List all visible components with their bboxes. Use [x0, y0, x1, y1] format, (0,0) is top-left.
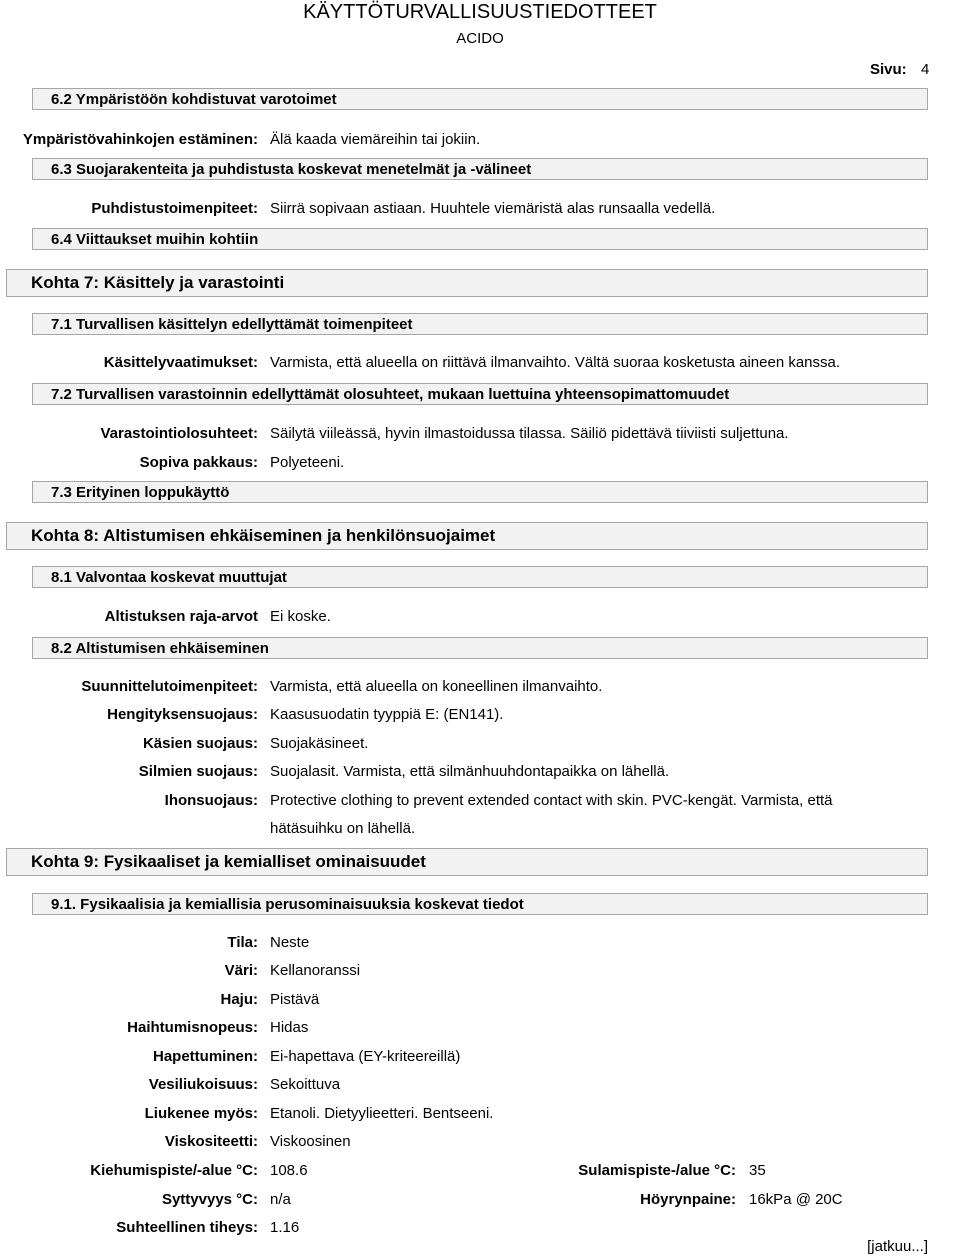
section-8-heading: Kohta 8: Altistumisen ehkäiseminen ja henkilönsuojaimet — [31, 526, 496, 545]
subsection-6-3-bar — [32, 158, 928, 180]
field-label: Tila: — [227, 934, 258, 951]
subsection-6-2-heading: 6.2 Ympäristöön kohdistuvat varotoimet — [51, 91, 337, 108]
product-name: ACIDO — [456, 30, 504, 47]
subsection-9-1-heading: 9.1. Fysikaalisia ja kemiallisia perusominaisuuksia koskevat tiedot — [51, 896, 524, 913]
subsection-7-3-bar — [32, 481, 928, 503]
field-label: Käsittelyvaatimukset: — [103, 354, 258, 371]
field-value: Neste — [270, 934, 310, 951]
field-value: Suojalasit. Varmista, että silmänhuuhdontapaikka on lähellä. — [270, 763, 670, 780]
subsection-7-2-bar — [32, 383, 928, 405]
subsection-8-1-bar — [32, 566, 928, 588]
section-9-bar — [6, 848, 928, 876]
field-value: Polyeteeni. — [270, 454, 345, 471]
field-label: Liukenee myös: — [144, 1105, 258, 1122]
field-label: Puhdistustoimenpiteet: — [91, 200, 258, 217]
field-value: Etanoli. Dietyylieetteri. Bentseeni. — [270, 1105, 494, 1122]
document-title: KÄYTTÖTURVALLISUUSTIEDOTTEET — [303, 1, 657, 23]
field-label: Suunnittelutoimenpiteet: — [81, 678, 258, 695]
field-label: Silmien suojaus: — [138, 763, 258, 780]
subsection-7-1-bar — [32, 313, 928, 335]
field-value: Kellanoranssi — [270, 962, 361, 979]
field-label: Haihtumisnopeus: — [127, 1019, 258, 1036]
field-label: Sulamispiste-/alue °C: — [578, 1162, 736, 1179]
field-value: Viskoosinen — [270, 1133, 351, 1150]
section-8-bar — [6, 522, 928, 550]
subsection-6-4-heading: 6.4 Viittaukset muihin kohtiin — [51, 231, 259, 248]
field-value: Säilytä viileässä, hyvin ilmastoidussa tilassa. Säiliö pidettävä tiiviisti suljettuna. — [270, 425, 789, 442]
field-label: Syttyvyys °C: — [161, 1191, 258, 1208]
field-value: Hidas — [270, 1019, 309, 1036]
section-9-heading: Kohta 9: Fysikaaliset ja kemialliset ominaisuudet — [31, 852, 426, 871]
subsection-6-4-bar — [32, 228, 928, 250]
page-label: Sivu: — [870, 61, 907, 78]
field-label: Väri: — [224, 962, 258, 979]
subsection-8-1-heading: 8.1 Valvontaa koskevat muuttujat — [51, 569, 287, 586]
field-value: 16kPa @ 20C — [749, 1191, 843, 1208]
field-label: Ihonsuojaus: — [164, 792, 258, 809]
subsection-8-2-bar — [32, 637, 928, 659]
field-label: Haju: — [220, 991, 258, 1008]
continued-note: [jatkuu...] — [867, 1238, 928, 1255]
subsection-7-3-heading: 7.3 Erityinen loppukäyttö — [51, 484, 230, 501]
field-label: Sopiva pakkaus: — [139, 454, 258, 471]
subsection-9-1-bar — [32, 893, 928, 915]
section-7-heading: Kohta 7: Käsittely ja varastointi — [31, 273, 285, 292]
field-label: Höyrynpaine: — [640, 1191, 736, 1208]
field-value: Ei-hapettava (EY-kriteereillä) — [270, 1048, 461, 1065]
page-number: 4 — [921, 61, 930, 78]
field-value: Suojakäsineet. — [270, 735, 369, 752]
section-7-bar — [6, 269, 928, 297]
field-value: Kaasusuodatin tyyppiä E: (EN141). — [270, 706, 504, 723]
field-label: Vesiliukoisuus: — [148, 1076, 258, 1093]
subsection-6-2-bar — [32, 88, 928, 110]
field-value: Protective clothing to prevent extended contact with skin. PVC-kengät. Varmista, että — [270, 792, 833, 809]
field-value: 108.6 — [270, 1162, 308, 1179]
field-value: Sekoittuva — [270, 1076, 341, 1093]
field-label: Varastointiolosuhteet: — [100, 425, 258, 442]
field-label: Altistuksen raja-arvot — [104, 608, 258, 625]
subsection-7-2-heading: 7.2 Turvallisen varastoinnin edellyttämät olosuhteet, mukaan luettuina yhteensopimattomuudet — [51, 386, 730, 403]
field-label: Kiehumispiste/-alue °C: — [90, 1162, 258, 1179]
field-value: Älä kaada viemäreihin tai jokiin. — [270, 131, 481, 148]
subsection-7-1-heading: 7.1 Turvallisen käsittelyn edellyttämät toimenpiteet — [51, 316, 413, 333]
subsection-8-2-heading: 8.2 Altistumisen ehkäiseminen — [51, 640, 269, 657]
field-label: Suhteellinen tiheys: — [116, 1219, 258, 1236]
field-value: 35 — [749, 1162, 766, 1179]
field-value: Varmista, että alueella on koneellinen ilmanvaihto. — [270, 678, 603, 695]
field-label: Hapettuminen: — [153, 1048, 258, 1065]
field-value: Siirrä sopivaan astiaan. Huuhtele viemäristä alas runsaalla vedellä. — [270, 200, 716, 217]
field-value: Varmista, että alueella on riittävä ilmanvaihto. Vältä suoraa kosketusta aineen kanssa. — [270, 354, 841, 371]
field-value: Pistävä — [270, 991, 320, 1008]
field-value: 1.16 — [270, 1219, 300, 1236]
field-value: Ei koske. — [270, 608, 331, 625]
field-label: Viskositeetti: — [164, 1133, 258, 1150]
field-label: Ympäristövahinkojen estäminen: — [22, 131, 258, 148]
field-value: n/a — [270, 1191, 291, 1208]
field-value-continued: hätäsuihku on lähellä. — [270, 820, 416, 837]
subsection-6-3-heading: 6.3 Suojarakenteita ja puhdistusta koskevat menetelmät ja -välineet — [51, 161, 532, 178]
field-label: Hengityksensuojaus: — [107, 706, 258, 723]
field-label: Käsien suojaus: — [142, 735, 258, 752]
